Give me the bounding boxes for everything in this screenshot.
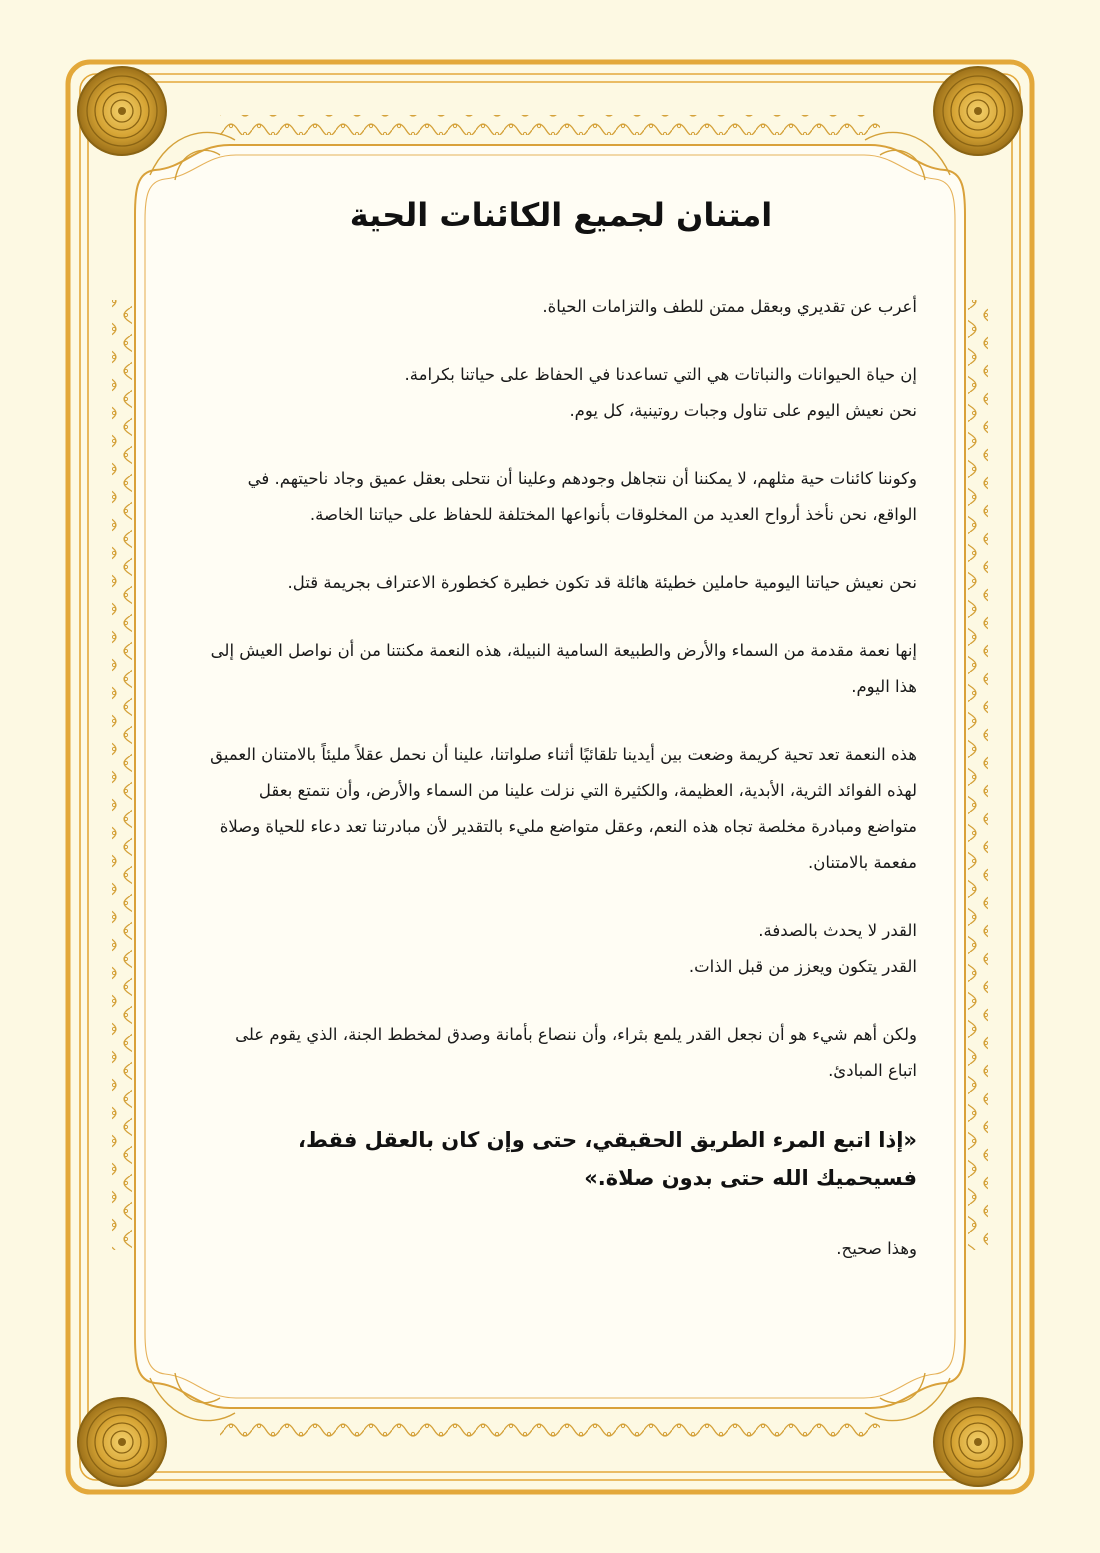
paragraph-line: القدر يتكون ويعزز من قبل الذات. — [688, 956, 917, 976]
paragraph-line: نحن نعيش اليوم على تناول وجبات روتينية، كل يوم. — [569, 400, 917, 420]
paragraph-line: ولكن أهم شيء هو أن نجعل القدر يلمع بثراء، وأن ننصاع بأمانة وصدق لمخطط الجنة، الذي يقوم على اتباع المبادئ. — [235, 1024, 917, 1080]
quote-line: فسيحميك الله حتى بدون صلاة.» — [584, 1165, 917, 1190]
paragraph-line: هذه النعمة تعد تحية كريمة وضعت بين أيدينا تلقائيًا أثناء صلواتنا، علينا أن نحمل عقلاً مليئاً بالامتنان العميق لهذه الفوائد الثرية، الأبدية، العظيمة، والكثيرة التي نزلت علينا من السماء والأرض، وأن نتمتع بعقل متواضع ومبادرة مخلصة تجاه هذه النعم، وعقل متواضع مليء بالتقدير لأن مبادرتنا تعد دعاء للحياة وصلاة مفعمة بالامتنان. — [210, 744, 917, 872]
paragraph-line: نحن نعيش حياتنا اليومية حاملين خطيئة هائلة قد تكون خطيرة كخطورة الاعتراف بجريمة قتل. — [287, 572, 917, 592]
highlighted-quote — [205, 1121, 917, 1197]
paragraph-6 — [205, 737, 917, 881]
quote-line: «إذا اتبع المرء الطريق الحقيقي، حتى وإن كان بالعقل فقط، — [297, 1127, 917, 1152]
closing-line: وهذا صحيح. — [836, 1238, 917, 1258]
paragraph-8 — [205, 1017, 917, 1089]
gold-medallion-icon — [934, 67, 1022, 155]
paragraph-4 — [205, 565, 917, 601]
paragraph-3 — [205, 461, 917, 533]
page-title: امتنان لجميع الكائنات الحية — [349, 196, 773, 234]
paragraph-line: القدر لا يحدث بالصدفة. — [758, 920, 917, 940]
paragraph-5 — [205, 633, 917, 705]
document-body — [205, 195, 917, 1267]
paragraph-line: إنها نعمة مقدمة من السماء والأرض والطبيعة السامية النبيلة، هذه النعمة مكنتنا من أن نواصل العيش إلى هذا اليوم. — [210, 640, 917, 696]
paragraph-line: إن حياة الحيوانات والنباتات هي التي تساعدنا في الحفاظ على حياتنا بكرامة. — [404, 364, 917, 384]
paragraph-7 — [205, 913, 917, 985]
gold-medallion-icon — [934, 1398, 1022, 1486]
paragraph-line: أعرب عن تقديري وبعقل ممتن للطف والتزامات الحياة. — [542, 296, 917, 316]
gold-medallion-icon — [78, 67, 166, 155]
paragraph-2 — [205, 357, 917, 429]
gold-medallion-icon — [78, 1398, 166, 1486]
paragraph-line: وكوننا كائنات حية مثلهم، لا يمكننا أن نتجاهل وجودهم وعلينا أن نتحلى بعقل عميق وجاد ناحيتهم. في الواقع، نحن نأخذ أرواح العديد من المخلوقات بأنواعها المختلفة للحفاظ على حياتنا الخاصة. — [247, 468, 917, 524]
paragraph-1 — [205, 289, 917, 325]
